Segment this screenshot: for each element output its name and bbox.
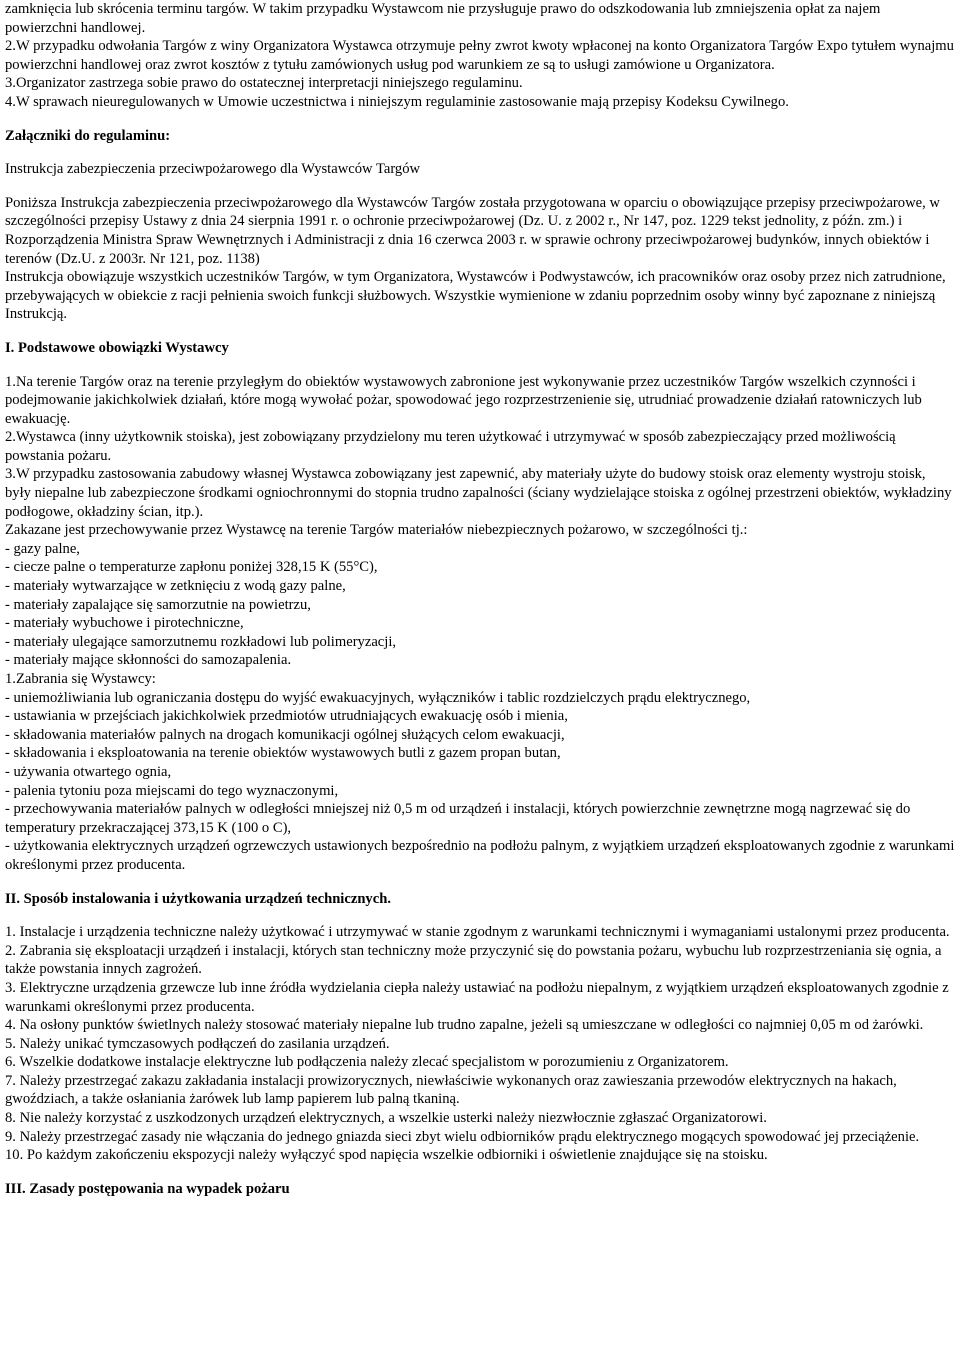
list-item: 8. Nie należy korzystać z uszkodzonych urządzeń elektrycznych, a wszelkie usterki należy niezwłocznie zgłaszać Organizatorowi. — [5, 1110, 767, 1127]
list-item: 6. Wszelkie dodatkowe instalacje elektryczne lub podłączenia należy zlecać specjalistom w porozumieniu z Organizatorem. — [5, 1054, 729, 1071]
list-item: - palenia tytoniu poza miejscami do tego wyznaczonymi, — [5, 782, 339, 799]
instruction-title: Instrukcja zabezpieczenia przeciwpożarowego dla Wystawców Targów — [5, 161, 421, 178]
list-item: 10. Po każdym zakończeniu ekspozycji należy wyłączyć spod napięcia wszelkie odbiorniki i oświetlenie znajdujące się na stoisku. — [5, 1147, 768, 1164]
list-item: - gazy palne, — [5, 540, 80, 557]
list-item: - materiały wytwarzające w zetknięciu z wodą gazy palne, — [5, 578, 346, 595]
list-item: - materiały ulegające samorzutnemu rozkładowi lub polimeryzacji, — [5, 633, 397, 650]
list-item: - używania otwartego ognia, — [5, 763, 172, 780]
attachments-heading: Załączniki do regulaminu: — [5, 127, 171, 144]
list-item: 3. Elektryczne urządzenia grzewcze lub inne źródła wydzielania ciepła należy ustawiać na podłożu niepalnym, z wyjątkiem urządzeń eksploatowanych zgodnie z warunkami określonymi przez producenta. — [5, 979, 949, 1015]
paragraph: 4.W sprawach nieuregulowanych w Umowie uczestnictwa i niniejszym regulaminie zastosowanie mają przepisy Kodeksu Cywilnego. — [5, 93, 789, 110]
list-item: - ustawiania w przejściach jakichkolwiek przedmiotów utrudniających ewakuację osób i mienia, — [5, 708, 568, 725]
list-item: 9. Należy przestrzegać zasady nie włączania do jednego gniazda sieci zbyt wielu odbiorników prądu elektrycznego mogących spowodować jej przeciążenie. — [5, 1128, 920, 1145]
paragraph: 3.W przypadku zastosowania zabudowy własnej Wystawca zobowiązany jest zapewnić, aby materiały użyte do budowy stoisk oraz elementy wystroju stoisk, były niepalne lub zabezpieczone środkami ogniochronnymi do stopnia trudno zapalności (ściany wydzielające stoiska z ogólnej przestrzeni obiektów, wykładziny podłogowe, okładziny ścian, itp.). — [5, 466, 952, 520]
list-item: 1. Instalacje i urządzenia techniczne należy użytkować i utrzymywać w stanie zgodnym z warunkami technicznymi i wymaganiami ustalonymi przez producenta. — [5, 924, 950, 941]
list-item: 5. Należy unikać tymczasowych podłączeń do zasilania urządzeń. — [5, 1035, 390, 1052]
paragraph: 1.Na terenie Targów oraz na terenie przyległym do obiektów wystawowych zabronione jest wykonywanie przez uczestników Targów wszelkich czynności i podejmowanie jakichkolwiek działań, które mogą wywołać pożar, spowodować jego rozprzestrzenienie się, utrudniać prowadzenie działań ratowniczych lub ewakuację. — [5, 373, 922, 427]
list-item: - przechowywania materiałów palnych w odległości mniejszej niż 0,5 m od urządzeń i instalacji, których powierzchnie zewnętrzne mogą nagrzewać się do temperatury przekraczającej 373,15 K (100 o C), — [5, 801, 911, 836]
section-heading: III. Zasady postępowania na wypadek pożaru — [5, 1180, 290, 1197]
paragraph: zamknięcia lub skrócenia terminu targów. W takim przypadku Wystawcom nie przysługuje prawo do odszkodowania lub zmniejszenia opłat za najem powierzchni handlowej. — [5, 1, 881, 36]
list-item: - materiały wybuchowe i pirotechniczne, — [5, 615, 244, 632]
section-heading: I. Podstawowe obowiązki Wystawcy — [5, 339, 229, 356]
list-item: - uniemożliwiania lub ograniczania dostępu do wyjść ewakuacyjnych, wyłączników i tablic rozdzielczych prądu elektrycznego, — [5, 689, 751, 706]
paragraph: 2.Wystawca (inny użytkownik stoiska), jest zobowiązany przydzielony mu teren użytkować i utrzymywać w sposób zabezpieczający przed możliwością powstania pożaru. — [5, 429, 896, 464]
list-item: - materiały mające skłonności do samozapalenia. — [5, 652, 292, 669]
paragraph: Zakazane jest przechowywanie przez Wystawcę na terenie Targów materiałów niebezpiecznych pożarowo, w szczególności tj.: — [5, 522, 748, 539]
paragraph: Instrukcja obowiązuje wszystkich uczestników Targów, w tym Organizatora, Wystawców i Podwystawców, ich pracowników oraz osoby przez nich zatrudnione, przebywających w obiekcie z racji pełnienia swoich funkcji służbowych. Wszystkie wymienione w zdaniu poprzednim osoby winny być zapoznane z niniejszą Instrukcją. — [5, 269, 946, 323]
paragraph: 3.Organizator zastrzega sobie prawo do ostatecznej interpretacji niniejszego regulaminu. — [5, 75, 523, 92]
paragraph: 2.W przypadku odwołania Targów z winy Organizatora Wystawca otrzymuje pełny zwrot kwoty wpłaconej na konto Organizatora Targów Expo tytułem wynajmu powierzchni handlowej oraz zwrot kosztów z tytułu zamówionych usług pod warunkiem ze są to usługi zamówione u Organizatora. — [5, 38, 954, 73]
list-item: - materiały zapalające się samorzutnie na powietrzu, — [5, 596, 311, 613]
list-item: 4. Na osłony punktów świetlnych należy stosować materiały niepalne lub trudno zapalne, jeżeli są umieszczane w odległości co najmniej 0,05 m od żarówki. — [5, 1017, 924, 1034]
list-item: - ciecze palne o temperaturze zapłonu poniżej 328,15 K (55°C), — [5, 559, 378, 576]
list-item: - składowania materiałów palnych na drogach komunikacji ogólnej służących celom ewakuacji, — [5, 726, 565, 743]
list-item: - użytkowania elektrycznych urządzeń ogrzewczych ustawionych bezpośrednio na podłożu palnym, z wyjątkiem urządzeń eksploatowanych zgodnie z warunkami określonymi przez producenta. — [5, 838, 955, 873]
list-item: - składowania i eksploatowania na terenie obiektów wystawowych butli z gazem propan butan, — [5, 745, 561, 762]
list-item: 7. Należy przestrzegać zakazu zakładania instalacji prowizorycznych, niewłaściwie wykonanych oraz zawieszania przewodów elektrycznych na hakach, gwoździach, a także osłaniania żarówek lub lamp papierem lub palną tkaniną. — [5, 1072, 897, 1108]
section-heading: II. Sposób instalowania i użytkowania urządzeń technicznych. — [5, 890, 391, 907]
paragraph: Poniższa Instrukcja zabezpieczenia przeciwpożarowego dla Wystawców Targów została przygotowana w oparciu o obowiązujące przepisy przeciwpożarowe, w szczególności przepisy Ustawy z dnia 24 sierpnia 1991 r. o ochronie przeciwpożarowej (Dz. U. z 2002 r., Nr 147, poz. 1229 tekst jednolity, z późn. zm.) i Rozporządzenia Ministra Spraw Wewnętrznych i Administracji z dnia 16 czerwca 2003 r. w sprawie ochrony przeciwpożarowej budynków, innych obiektów i terenów (Dz.U. z 2003r. Nr 121, poz. 1138) — [5, 194, 940, 267]
list-item: 2. Zabrania się eksploatacji urządzeń i instalacji, których stan techniczny może przyczynić się do powstania pożaru, wybuchu lub rozprzestrzeniania się ognia, a także powstania innych zagrożeń. — [5, 942, 942, 978]
paragraph: 1.Zabrania się Wystawcy: — [5, 671, 156, 687]
